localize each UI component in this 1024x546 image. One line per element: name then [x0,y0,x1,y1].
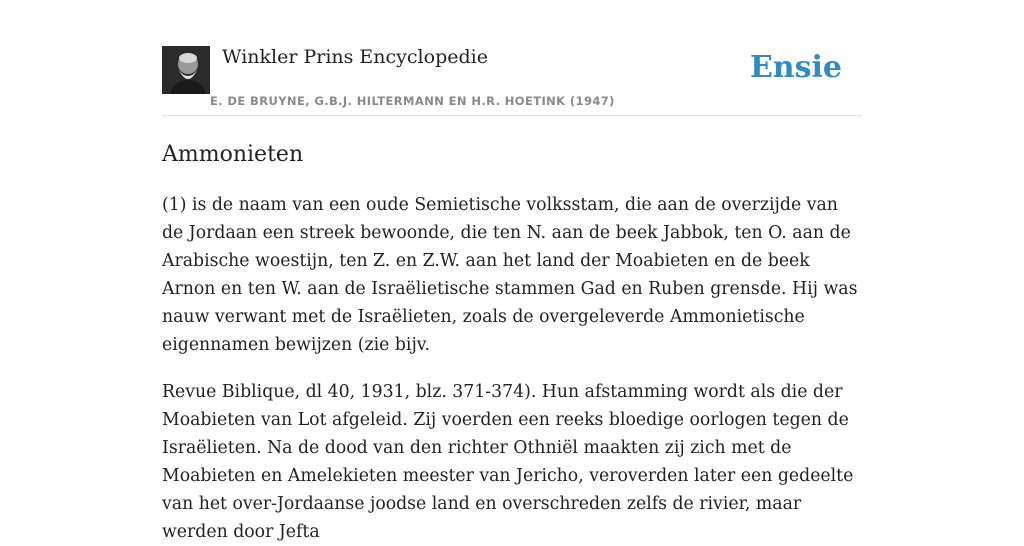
article-paragraph: Revue Biblique, dl 40, 1931, blz. 371-374). Hun afstamming wordt als die der Moabieten van Lot afgeleid. Zij voerden een reeks bloedige oorlogen tegen de Israëlieten. Na de dood van den richter Othniël maakten zij zich met de Moabieten en Amelekieten meester van Jericho, veroverden later een gedeelte van het over-Jordaanse joodse land en overschreden zelfs de rivier, maar werden door Jefta [162,382,854,542]
publication-header [162,0,862,116]
article-paragraph: (1) is de naam van een oude Semietische volksstam, die aan de overzijde van de Jordaan een streek bewoonde, die ten N. aan de beek Jabbok, ten O. aan de Arabische woestijn, ten Z. en Z.W. aan het land der Moabieten en de beek Arnon en ten W. aan de Israëlietische stammen Gad en Ruben grensde. Hij was nauw verwant met de Israëlieten, zoals de overgeleverde Ammonietische eigennamen bewijzen (zie bijv. [162,195,858,355]
article-title: Ammonieten [162,142,304,167]
publication-authors: E. DE BRUYNE, G.B.J. HILTERMANN EN H.R. HOETINK (1947) [210,94,615,108]
publication-title[interactable]: Winkler Prins Encyclopedie [222,46,488,68]
author-portrait-icon [162,46,210,94]
brand-logo-link[interactable]: Ensie [749,50,842,85]
article-page [162,0,862,542]
